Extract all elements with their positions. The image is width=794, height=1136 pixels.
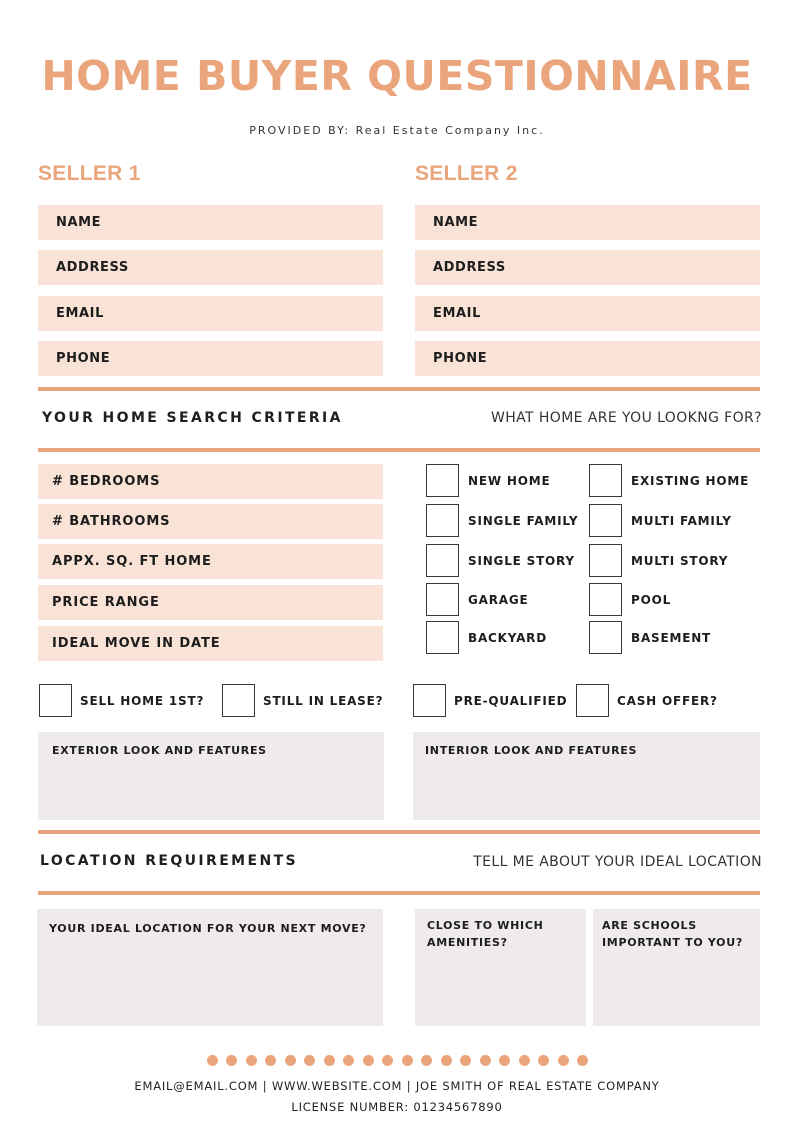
cash-offer-checkbox[interactable] [576, 684, 609, 717]
location-title: LOCATION REQUIREMENTS [40, 853, 299, 869]
provided-by: PROVIDED BY: Real Estate Company Inc. [249, 124, 545, 137]
seller-1-heading: SELLER 1 [38, 162, 141, 185]
decorative-dot [265, 1055, 276, 1066]
search-criteria-subtitle: WHAT HOME ARE YOU LOOKNG FOR? [490, 410, 762, 426]
still-in-lease-label: STILL IN LEASE? [263, 694, 384, 708]
exterior-features-label: EXTERIOR LOOK AND FEATURES [52, 744, 267, 757]
section-divider [38, 448, 760, 452]
existing-home-label: EXISTING HOME [631, 474, 750, 488]
basement-checkbox[interactable] [589, 621, 622, 654]
decorative-dot [460, 1055, 471, 1066]
decorative-dot [246, 1055, 257, 1066]
sell-home-first-checkbox[interactable] [39, 684, 72, 717]
section-divider [38, 891, 760, 895]
decorative-dot [499, 1055, 510, 1066]
decorative-dot [363, 1055, 374, 1066]
single-family-checkbox[interactable] [426, 504, 459, 537]
decorative-dot [577, 1055, 588, 1066]
ideal-location-box[interactable] [37, 909, 383, 1026]
seller-1-email-field[interactable]: EMAIL [38, 296, 383, 331]
interior-features-box[interactable] [413, 732, 760, 820]
seller-2-heading: SELLER 2 [415, 162, 518, 185]
exterior-features-box[interactable] [38, 732, 384, 820]
seller-2-phone-field[interactable]: PHONE [415, 341, 760, 376]
seller-2-name-field[interactable]: NAME [415, 205, 760, 240]
multi-family-label: MULTI FAMILY [631, 514, 732, 528]
new-home-checkbox[interactable] [426, 464, 459, 497]
pool-label: POOL [631, 593, 672, 607]
footer-license: LICENSE NUMBER: 01234567890 [291, 1100, 503, 1114]
decorative-dot [421, 1055, 432, 1066]
seller-1-address-field[interactable]: ADDRESS [38, 250, 383, 285]
single-story-label: SINGLE STORY [468, 554, 575, 568]
page-title: HOME BUYER QUESTIONNAIRE [41, 52, 753, 100]
section-divider [38, 387, 760, 391]
price-range-field[interactable]: PRICE RANGE [38, 585, 383, 620]
decorative-dot [285, 1055, 296, 1066]
decorative-dot [382, 1055, 393, 1066]
garage-checkbox[interactable] [426, 583, 459, 616]
ideal-location-label: YOUR IDEAL LOCATION FOR YOUR NEXT MOVE? [49, 922, 367, 935]
decorative-dot [226, 1055, 237, 1066]
location-subtitle: TELL ME ABOUT YOUR IDEAL LOCATION [473, 854, 762, 870]
single-family-label: SINGLE FAMILY [468, 514, 579, 528]
pre-qualified-label: PRE-QUALIFIED [454, 694, 568, 708]
schools-box[interactable] [593, 909, 760, 1026]
search-criteria-title: YOUR HOME SEARCH CRITERIA [42, 410, 343, 426]
backyard-checkbox[interactable] [426, 621, 459, 654]
bedrooms-field[interactable]: # BEDROOMS [38, 464, 383, 499]
interior-features-label: INTERIOR LOOK AND FEATURES [425, 744, 638, 757]
still-in-lease-checkbox[interactable] [222, 684, 255, 717]
garage-label: GARAGE [468, 593, 529, 607]
amenities-box[interactable] [415, 909, 586, 1026]
seller-2-email-field[interactable]: EMAIL [415, 296, 760, 331]
seller-2-address-field[interactable]: ADDRESS [415, 250, 760, 285]
decorative-dot [538, 1055, 549, 1066]
seller-1-phone-field[interactable]: PHONE [38, 341, 383, 376]
decorative-dot [343, 1055, 354, 1066]
multi-story-label: MULTI STORY [631, 554, 729, 568]
schools-label: ARE SCHOOLS IMPORTANT TO YOU? [602, 919, 743, 949]
pool-checkbox[interactable] [589, 583, 622, 616]
new-home-label: NEW HOME [468, 474, 551, 488]
square-footage-field[interactable]: APPX. SQ. FT HOME [38, 544, 383, 579]
decorative-dot [402, 1055, 413, 1066]
single-story-checkbox[interactable] [426, 544, 459, 577]
decorative-dot [304, 1055, 315, 1066]
decorative-dot [324, 1055, 335, 1066]
existing-home-checkbox[interactable] [589, 464, 622, 497]
move-in-date-field[interactable]: IDEAL MOVE IN DATE [38, 626, 383, 661]
section-divider [38, 830, 760, 834]
multi-family-checkbox[interactable] [589, 504, 622, 537]
decorative-dot [519, 1055, 530, 1066]
multi-story-checkbox[interactable] [589, 544, 622, 577]
decorative-dot [207, 1055, 218, 1066]
decorative-dot [558, 1055, 569, 1066]
seller-1-name-field[interactable]: NAME [38, 205, 383, 240]
sell-home-first-label: SELL HOME 1ST? [80, 694, 205, 708]
decorative-dot [480, 1055, 491, 1066]
basement-label: BASEMENT [631, 631, 712, 645]
backyard-label: BACKYARD [468, 631, 547, 645]
amenities-label: CLOSE TO WHICH AMENITIES? [427, 919, 544, 949]
footer-contact: EMAIL@EMAIL.COM | WWW.WEBSITE.COM | JOE SMITH OF REAL ESTATE COMPANY [134, 1079, 660, 1093]
cash-offer-label: CASH OFFER? [617, 694, 718, 708]
bathrooms-field[interactable]: # BATHROOMS [38, 504, 383, 539]
decorative-dot [441, 1055, 452, 1066]
pre-qualified-checkbox[interactable] [413, 684, 446, 717]
